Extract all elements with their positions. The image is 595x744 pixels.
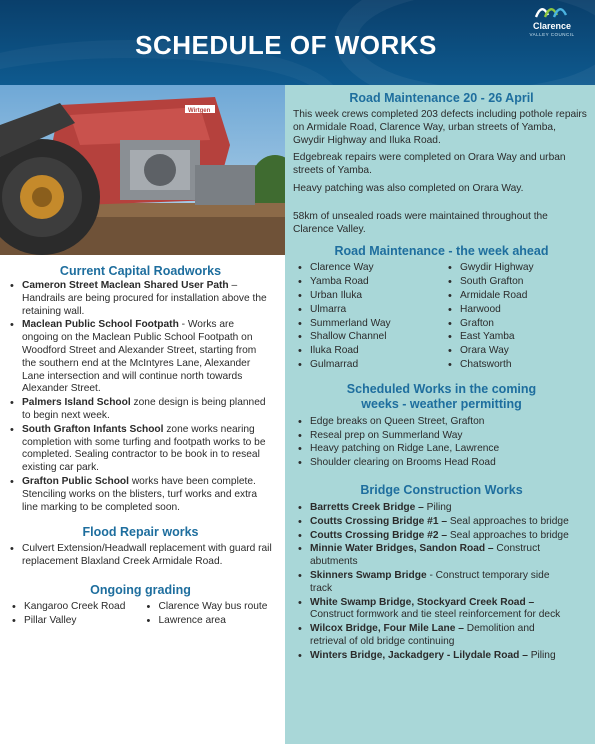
bridge-task: Seal approaches to bridge [447,529,569,541]
flood-repair-title: Flood Repair works [82,525,199,540]
roadwork-photo [0,85,285,255]
project-name: Maclean Public School Footpath [22,319,179,331]
bridge-name: Barretts Creek Bridge – [310,501,424,513]
bridge-name: Coutts Crossing Bridge #2 – [310,529,447,541]
bridge-name: Wilcox Bridge, Four Mile Lane – [310,623,464,635]
bridge-name: Skinners Swamp Bridge [310,569,427,581]
list-item [296,623,570,649]
list-item: • Summerland Way [296,318,440,331]
list-item: • Reseal prep on Summerland Way [296,430,590,443]
list-item: • Clarence Way [296,262,440,275]
left-column [0,255,285,744]
list-item: • Edge breaks on Queen Street, Grafton [296,416,590,429]
list-item [296,516,570,529]
project-name: Cameron Street Maclean Shared User Path [22,280,229,291]
scheduled-works-title [293,382,590,412]
list-item [296,570,570,596]
project-status: – Handrails are being procured for installation above the retaining wall. [22,280,267,317]
list-item: • Culvert Extension/Headwall replacement with guard rail replacement Blaxland Creek Armidale Road. [8,543,273,569]
list-item [296,543,570,569]
list-item: • Urban Iluka [296,290,440,303]
list-item: • Kangaroo Creek Road [10,601,139,614]
bridge-task: Piling [423,501,452,513]
list-item: • Ulmarra [296,304,440,317]
bridge-name: Coutts Crossing Bridge #1 – [310,515,447,527]
list-item: • East Yamba [446,331,590,344]
project-name: Palmers Island School [22,397,131,409]
list-item [8,319,273,396]
list-item: • Lawrence area [145,615,274,628]
road-maintenance-paragraph: Heavy patching was also completed on Orara Way. [293,182,524,194]
road-maintenance-title: Road Maintenance 20 - 26 April [349,91,534,105]
week-ahead-title: Road Maintenance - the week ahead [334,244,549,259]
logo-subtitle: VALLEY COUNCIL [529,32,575,37]
flood-repair-list [8,543,273,569]
logo-waves-icon [532,3,572,21]
machine-photo-image [0,85,285,255]
scheduled-works-title-line: Scheduled Works in the coming [346,381,537,396]
list-item [8,397,273,423]
machine-brand-label: Wirtgen [188,108,211,114]
scheduled-works-list [293,416,590,470]
list-item: • Heavy patching on Ridge Lane, Lawrence [296,443,590,456]
list-item [296,530,570,543]
bridge-name: White Swamp Bridge, Stockyard Creek Road – [310,596,535,608]
ongoing-grading-title: Ongoing grading [90,582,191,597]
list-item: • Harwood [446,304,590,317]
list-item [8,424,273,475]
list-item: • South Grafton [446,276,590,289]
road-maintenance-body [293,109,590,236]
list-item [296,650,570,663]
bridge-works-title: Bridge Construction Works [360,482,523,497]
logo-name: Clarence [532,21,572,31]
list-item: • Iluka Road [296,345,440,358]
capital-roadworks-list [8,280,273,514]
bridge-task: Construct abutments [310,543,541,568]
list-item: • Shoulder clearing on Brooms Head Road [296,457,590,470]
capital-roadworks-title: Current Capital Roadworks [59,264,222,278]
project-status: works have been complete. Stenciling works on the blisters, turf works and extra line marking to be completed soon. [22,475,257,513]
grading-column [10,601,139,629]
list-item: • Yamba Road [296,276,440,289]
list-item: • Chatsworth [446,359,590,372]
project-name: South Grafton Infants School [22,423,164,435]
list-item: • Gulmarrad [296,359,440,372]
scheduled-works-title-line: weeks - weather permitting [361,396,522,411]
project-status: zone works nearing completion with some turfing and footpath works to be completed. Sealing contractor to be book in to reseal existing car park. [22,423,266,474]
list-item [8,280,273,318]
list-item: • Gwydir Highway [446,262,590,275]
bridge-task: - Construct temporary side track [310,569,550,594]
week-ahead-column [296,262,440,372]
list-item: • Armidale Road [446,290,590,303]
road-maintenance-paragraph: This week crews completed 203 defects including pothole repairs on Armidale Road, Clarence Way, urban streets of Yamba, Gwydir Highway and Iluka Road. [293,109,587,146]
week-ahead-list [293,262,590,372]
bridge-task: Piling [527,649,556,661]
project-status: zone design is being planned to begin next week. [22,397,266,421]
bridge-task: Seal approaches to bridge [447,515,569,527]
right-column [285,85,595,744]
list-item [296,597,570,623]
road-maintenance-paragraph: 58km of unsealed roads were maintained throughout the Clarence Valley. [293,210,548,235]
council-logo [521,3,583,43]
road-maintenance-paragraph: Edgebreak repairs were completed on Orara Way and urban streets of Yamba. [293,152,566,177]
grading-column [145,601,274,629]
list-item: • Grafton [446,318,590,331]
bridge-works-list [293,502,590,663]
header-banner [0,0,595,85]
project-name: Grafton Public School [22,475,129,487]
list-item: • Orara Way [446,345,590,358]
list-item: • Clarence Way bus route [145,601,274,614]
page-title: SCHEDULE OF WORKS [135,30,437,60]
bridge-task: Demolition and retrieval of old bridge continuing [310,623,535,647]
bridge-task: Construct formwork and tie steel reinforcement for deck [310,609,561,621]
ongoing-grading-list [8,601,273,629]
project-status: - Works are ongoing on the Maclean Public School Footpath on Woodford Street and Alexander Street, starting from the southern end at the McIntyres Lane, Alexander Lane intersection and will continue north towards Alexander Street. [22,319,257,395]
week-ahead-column [446,262,590,372]
bridge-name: Minnie Water Bridges, Sandon Road – [310,543,494,555]
list-item: • Shallow Channel [296,331,440,344]
bridge-name: Winters Bridge, Jackadgery - Lilydale Road – [310,649,528,661]
list-item [296,502,570,515]
list-item: • Pillar Valley [10,615,139,628]
list-item [8,476,273,514]
